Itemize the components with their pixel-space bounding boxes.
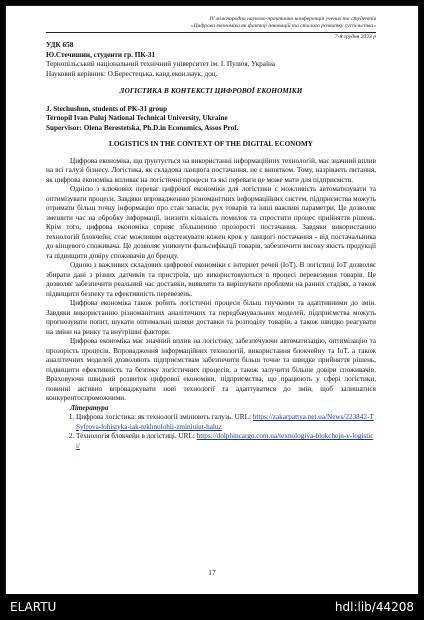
document-page [6,6,418,594]
author-en: J. Stechushun, students of PK-31 group [46,104,168,113]
title-en: LOGISTICS IN THE CONTEXT OF THE DIGITAL ECONOMY [109,140,313,149]
supervisor-en-text: Supervisor: Olena Berestetska, Ph.D.in Economics, Assos Prof. [46,123,239,132]
body-paragraph: Одною з важливих складових цифрової економіки є інтернет речей (IoT). В логістиці IoT дозволяє збирати дані з різних датчиків та пристроїв, що використовуються в процесі перевезення товарів. Це дозволяє забезпечити реальний час доставки, виявляти та вирішувати проблеми на ранніх стадіях, а також підвищити безпеку та ефективність перевезень. [46,261,376,298]
body-paragraph: Однією з ключових переваг цифрової економіки для логістики є можливість автоматизувати та оптимізувати процеси. Завдяки впровадженню різноманітних інформаційних систем, підприємства можуть отримати більш точну інформацію про стан запасів, рух товарів та інші важливі параметри. Це дозволяє змешити час на обробку інформації, знизити кількість помилок та спростити процес прийняття рішень. Крім того, цифрова економіка сприяє збільшенню прозорості постачання. Завдяки використанню технологій блокчейн, стає можливим відстежувати кожен крок у ланцюгі постачання - від постачальника до кінцевого споживача. Це дозволяє уникнути фальсифікації товарів, забезпечити високу якість продукції та підвищити довіру споживачів до бренду. [46,185,376,260]
header-line-2: «Цифрова економіка як фактор інновацій та сталого розвитку суспільства» [190,22,376,29]
running-header [46,16,376,33]
university-en: Ternopil Ivan Puluj National Technical University, Ukraine [46,114,228,123]
udk-code: УДК 658 [46,41,74,50]
handle-id: hdl:lib/44208 [334,600,414,614]
page-content [46,16,376,451]
reference-item [76,432,376,451]
reference-list [46,413,376,451]
body-paragraph: Цифрова економіка також робить логістичні процеси більш гнучкими та адаптивними до змін. Завдяки використанню різноманітних аналітичних та передбачувальних моделей, підприємства можуть прогнозувати попит, шукати оптимальні шляхи доставки та розподілу товарів, а також швидко реагувати на зміни на ринку та внутрішні фактори. [46,299,376,336]
viewer-footer-bar [0,594,424,620]
page-number: 17 [208,568,216,577]
university-ua: Тернопільський національний технічний університет ім. І. Пулюя, Україна [46,60,275,69]
body-paragraph: Цифрова економіка, що ґрунтується на використанні інформаційних технологій, має значний вплив на всі галузі бізнесу. Логістика, як складова ланцюга постачання, не є винятком. Тому, назріваєть питання, як цифрова економіка впливає на логістичні процеси та які переваги це може мати для підприємств. [46,156,376,184]
author-ua: Ю.Стечишин, студенти гр. ПК-31 [46,50,156,59]
reference-text: Цифрова логістика: як технології змінюють галузь. URL: [76,413,253,422]
header-line-1: IV міжнародна науково-практична конференція учених та студентів [209,16,376,22]
supervisor-en [46,124,376,134]
reference-link[interactable]: https://zakarpattya.net.ua/News/223842-TSyfrova-lohistyka-iak-tekhnolohii-zminiuiut-haluz [76,413,374,431]
title-ua: ЛОГІСТИКА В КОНТЕКСТІ ЦИФРОВОЇ ЕКОНОМІКИ [119,87,303,96]
supervisor-ua: Науковий керівник: О.Берестецька, канд.екон.наук, доц. [46,69,218,78]
reference-link[interactable]: https://dolphincargo.com.ua/texnologiya-blokchejn-v-logistici/ [76,432,374,450]
conference-date: 7-8 грудня 2023 р [334,33,376,40]
reference-text: Технологія блокчейн в логістиці. URL: [76,432,197,441]
reference-item [76,413,376,432]
repository-name: ELARTU [10,600,57,614]
body-paragraph: Цифрова економіка має значний вплив на логістику, забезпечуючи автоматизацію, оптимізацію та прозорість процесів. Впровадження інформаційних технологій, використання блокчейну та IoT, а також аналітичних моделей дозволяють підприємствам забезпечити більш точне та швидке прийняття рішень, підвищити ефективність та безпеку логістичних процесів, а також залучити більше довіри споживачів. Враховуючи швидкий розвиток цифрової економіки, підприємства, що працюють у сфері логістики, повинні активно впроваджувати нові технології та адаптуватися до змін, щоб залишатися конкурентоспроможними. [46,337,376,403]
literature-heading: Література [70,403,109,412]
